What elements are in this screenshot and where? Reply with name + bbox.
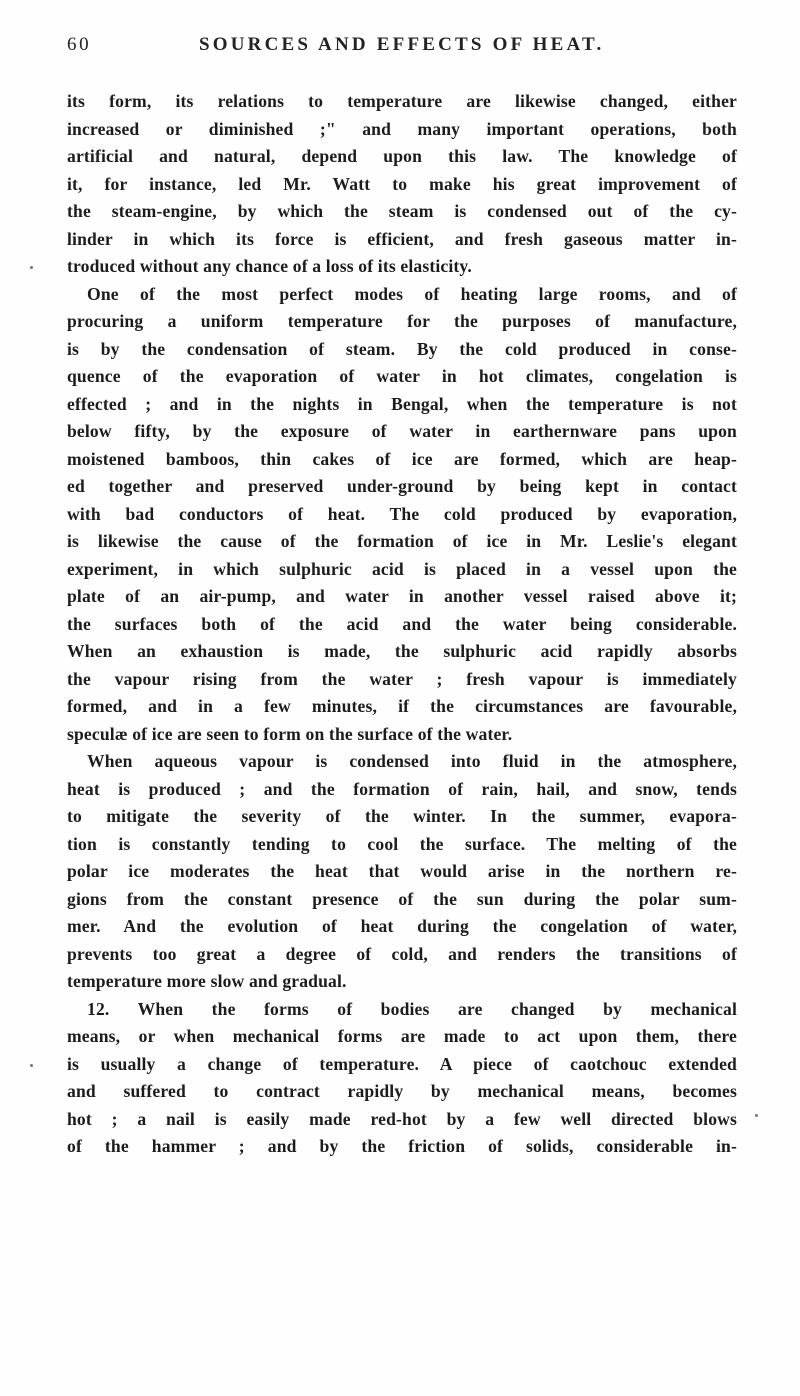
text-line: heat is produced ; and the formation of rain, hail, and snow, tends — [67, 778, 737, 799]
text-line: linder in which its force is efficient, and fresh gaseous matter in- — [67, 228, 737, 249]
text-line: its form, its relations to temperature are likewise changed, either — [67, 91, 737, 111]
text-line: of the hammer ; and by the friction of solids, considerable in- — [67, 1136, 737, 1156]
text-line: speculæ of ice are seen to form on the surface of the water. — [67, 723, 513, 744]
text-line: and suffered to contract rapidly by mechanical means, becomes — [67, 1081, 737, 1101]
text-line: formed, and in a few minutes, if the circumstances are favourable, — [67, 696, 737, 716]
page-speck — [30, 266, 33, 269]
text-line: effected ; and in the nights in Bengal, when the temperature is not — [67, 393, 737, 414]
text-line: below fifty, by the exposure of water in earthernware pans upon — [67, 421, 737, 441]
text-line: quence of the evaporation of water in hot climates, congelation is — [67, 366, 737, 386]
text-line: hot ; a nail is easily made red-hot by a few well directed blows — [67, 1108, 737, 1129]
text-line: increased or diminished ;" and many important operations, both — [67, 118, 737, 139]
text-line: with bad conductors of heat. The cold produced by evaporation, — [67, 503, 737, 524]
text-line: experiment, in which sulphuric acid is placed in a vessel upon the — [67, 558, 737, 579]
text-line: to mitigate the severity of the winter. In the summer, evapora- — [67, 806, 737, 826]
text-line: 12. When the forms of bodies are changed by mechanical — [87, 998, 737, 1019]
page-speck — [30, 1064, 33, 1067]
text-line: plate of an air-pump, and water in another vessel raised above it; — [67, 586, 737, 606]
text-line: troduced without any chance of a loss of its elasticity. — [67, 256, 472, 276]
text-line: procuring a uniform temperature for the purposes of manufacture, — [67, 311, 737, 331]
text-line: polar ice moderates the heat that would arise in the northern re- — [67, 861, 737, 881]
text-line: the surfaces both of the acid and the water being considerable. — [67, 613, 737, 634]
running-title: SOURCES AND EFFECTS OF HEAT. — [199, 34, 605, 55]
text-line: One of the most perfect modes of heating large rooms, and of — [87, 283, 737, 304]
page-number: 60 — [67, 34, 92, 55]
text-line: mer. And the evolution of heat during the congelation of water, — [67, 916, 737, 936]
text-line: artificial and natural, depend upon this law. The knowledge of — [67, 146, 737, 166]
text-line: temperature more slow and gradual. — [67, 971, 347, 991]
text-line: is usually a change of temperature. A piece of caotchouc extended — [67, 1053, 737, 1074]
text-line: prevents too great a degree of cold, and renders the transitions of — [67, 943, 737, 964]
text-line: tion is constantly tending to cool the surface. The melting of the — [67, 833, 737, 854]
body-text — [67, 88, 737, 1161]
text-line: it, for instance, led Mr. Watt to make his great improvement of — [67, 173, 737, 194]
page-speck — [755, 1114, 758, 1117]
text-line: the vapour rising from the water ; fresh vapour is immediately — [67, 668, 737, 689]
text-line: is by the condensation of steam. By the cold produced in conse- — [67, 338, 737, 359]
text-line: moistened bamboos, thin cakes of ice are formed, which are heap- — [67, 448, 737, 469]
text-line: gions from the constant presence of the sun during the polar sum- — [67, 888, 737, 909]
text-line: is likewise the cause of the formation of ice in Mr. Leslie's elegant — [67, 531, 737, 551]
text-line: means, or when mechanical forms are made to act upon them, there — [67, 1026, 737, 1046]
text-line: When aqueous vapour is condensed into fluid in the atmosphere, — [87, 751, 737, 771]
text-line: When an exhaustion is made, the sulphuric acid rapidly absorbs — [67, 641, 737, 661]
running-head — [67, 34, 737, 64]
text-line: the steam-engine, by which the steam is condensed out of the cy- — [67, 201, 737, 221]
text-line: ed together and preserved under-ground by being kept in contact — [67, 476, 737, 496]
